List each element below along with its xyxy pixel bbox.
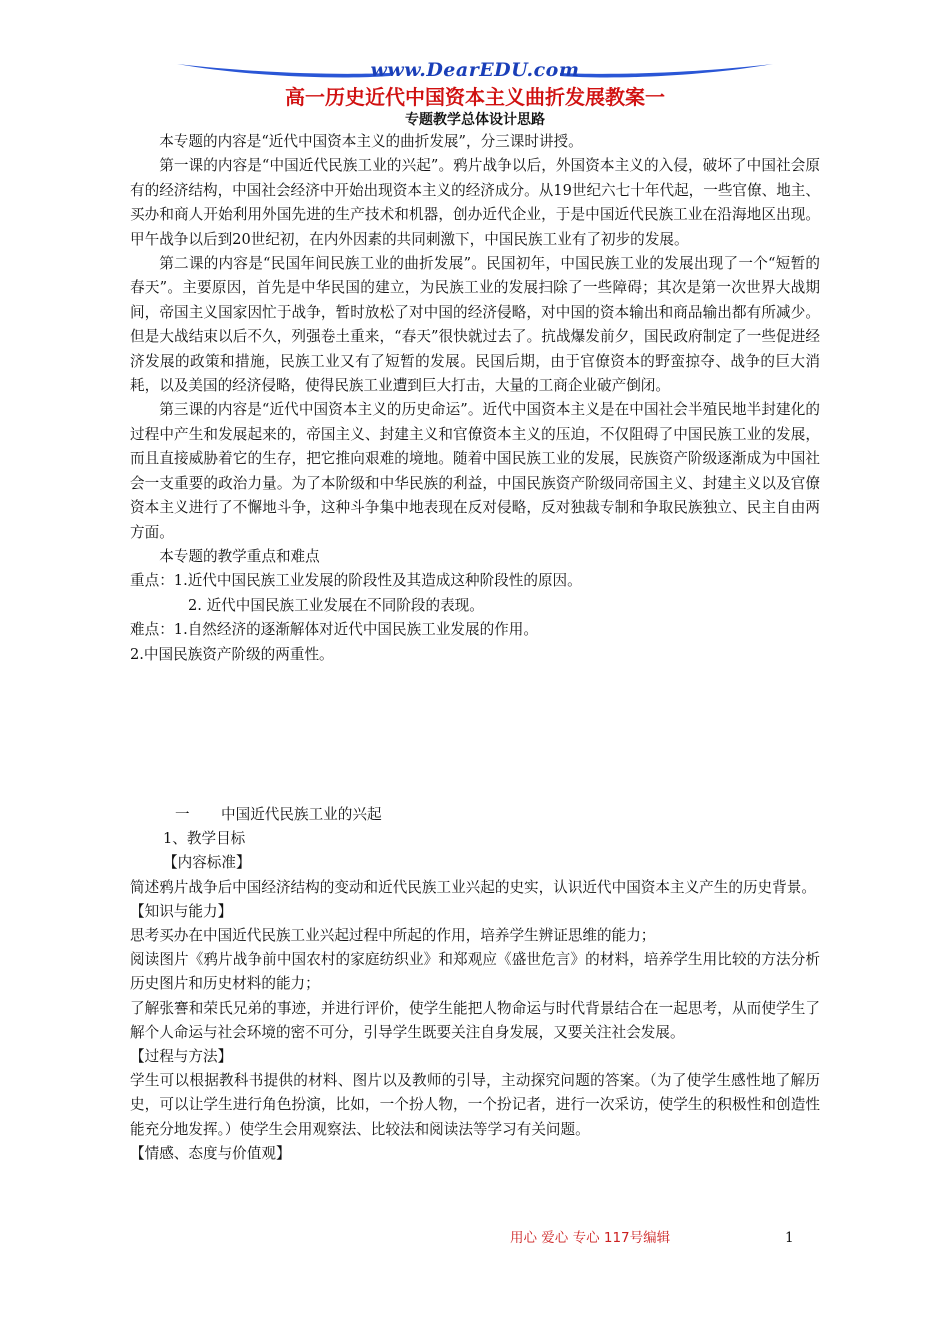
paragraph: 第一课的内容是“中国近代民族工业的兴起”。鸦片战争以后，外国资本主义的入侵，破坏了中国社会原有的经济结构，中国社会经济中开始出现资本主义的经济成分。从19世纪六七十年代起，一些官僚、地主、买办和商人开始利用外国先进的生产技术和机器，创办近代企业，于是中国近代民族工业在沿海地区出现。甲午战争以后到20世纪初，在内外因素的共同刺激下，中国民族工业有了初步的发展。 (130, 157, 820, 248)
difficult-point: 难点：1.自然经济的逐渐解体对近代中国民族工业发展的作用。 (130, 621, 538, 639)
overview-section (130, 130, 820, 667)
difficult-point: 2.中国民族资产阶级的两重性。 (130, 645, 334, 663)
emotion-heading: 【情感、态度与价值观】 (130, 1144, 291, 1162)
section-title: 中国近代民族工业的兴起 (221, 806, 382, 823)
paragraph: 本专题的教学重点和难点 (159, 547, 320, 565)
process-heading: 【过程与方法】 (130, 1048, 233, 1066)
key-point: 重点：1.近代中国民族工业发展的阶段性及其造成这种阶段性的原因。 (130, 572, 582, 590)
objective-heading: 1、教学目标 (163, 830, 246, 848)
section-number: 一 (175, 806, 190, 823)
paragraph: 阅读图片《鸦片战争前中国农村的家庭纺织业》和郑观应《盛世危言》的材料，培养学生用比较的方法分析历史图片和历史材料的能力； (130, 951, 820, 993)
page-footer (0, 1228, 950, 1248)
paragraph: 学生可以根据教科书提供的材料、图片以及教师的引导，主动探究问题的答案。（为了使学生感性地了解历史，可以让学生进行角色扮演，比如，一个扮人物，一个扮记者，进行一次采访，使学生的积极性和创造性能充分地发挥。）使学生会用观察法、比较法和阅读法等学习有关问题。 (130, 1072, 820, 1138)
site-logo (175, 58, 775, 84)
document-title: 高一历史近代中国资本主义曲折发展教案一 (285, 85, 665, 109)
paragraph: 了解张謇和荣氏兄弟的事迹，并进行评价，使学生能把人物命运与时代背景结合在一起思考，从而使学生了解个人命运与社会环境的密不可分，引导学生既要关注自身发展，又要关注社会发展。 (130, 999, 820, 1041)
document-subtitle: 专题教学总体设计思路 (405, 112, 545, 128)
logo-text: www.DearEDU.com (370, 59, 580, 81)
paragraph: 简述鸦片战争后中国经济结构的变动和近代民族工业兴起的史实，认识近代中国资本主义产生的历史背景。 (130, 878, 816, 896)
paragraph: 思考买办在中国近代民族工业兴起过程中所起的作用，培养学生辨证思维的能力； (130, 927, 656, 945)
footer-note: 用心 爱心 专心 117号编辑 (510, 1230, 671, 1246)
knowledge-heading: 【知识与能力】 (130, 902, 233, 920)
section-heading (130, 803, 820, 827)
page-number: 1 (785, 1230, 794, 1246)
paragraph: 第二课的内容是“民国年间民族工业的曲折发展”。民国初年，中国民族工业的发展出现了一个“短暂的春天”。主要原因，首先是中华民国的建立，为民族工业的发展扫除了一些障碍；其次是第一次世界大战期间，帝国主义国家因忙于战争，暂时放松了对中国的经济侵略，对中国的资本输出和商品输出都有所减少。但是大战结束以后不久，列强卷土重来，“春天”很快就过去了。抗战爆发前夕，国民政府制定了一些促进经济发展的政策和措施，民族工业又有了短暂的发展。民国后期，由于官僚资本的野蛮掠夺、战争的巨大消耗，以及美国的经济侵略，使得民族工业遭到巨大打击，大量的工商企业破产倒闭。 (130, 255, 820, 395)
key-point: 2. 近代中国民族工业发展在不同阶段的表现。 (188, 596, 484, 614)
paragraph: 第三课的内容是“近代中国资本主义的历史命运”。近代中国资本主义是在中国社会半殖民地半封建化的过程中产生和发展起来的，帝国主义、封建主义和官僚资本主义的压迫，不仅阻碍了中国民族工业的发展，而且直接威胁着它的生存，把它推向艰难的境地。随着中国民族工业的发展，民族资产阶级逐渐成为中国社会一支重要的政治力量。为了本阶级和中华民族的利益，中国民族资产阶级同帝国主义、封建主义以及官僚资本主义进行了不懈地斗争，这种斗争集中地表现在反对侵略，反对独裁专制和争取民族独立、民主自由两方面。 (130, 401, 820, 541)
content-standard-heading: 【内容标准】 (163, 854, 251, 872)
paragraph: 本专题的内容是“近代中国资本主义的曲折发展”，分三课时讲授。 (159, 133, 583, 150)
lesson-one-section (130, 803, 820, 1166)
